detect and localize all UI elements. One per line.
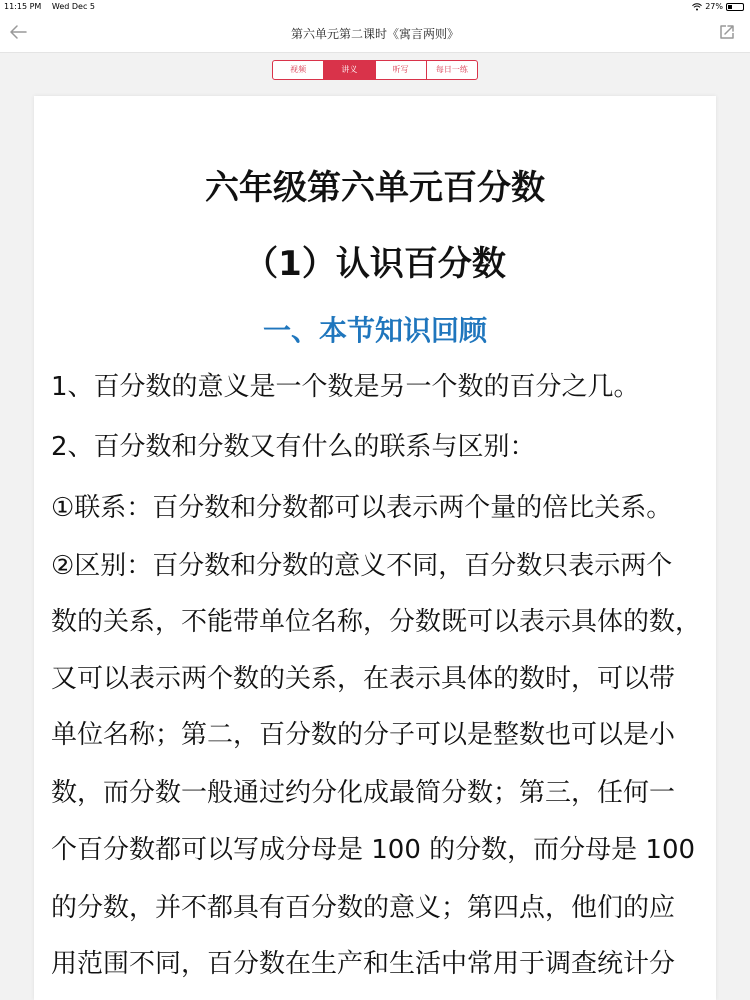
tab-video[interactable]: 视频: [273, 61, 324, 79]
status-time: 11:15 PM: [4, 2, 42, 11]
tab-dictation[interactable]: 听写: [376, 61, 427, 79]
status-date: Wed Dec 5: [51, 2, 95, 11]
tab-bar: [0, 52, 750, 91]
wifi-icon: [692, 3, 702, 11]
battery-icon: [726, 3, 744, 11]
document-line: 数，而分数一般通过约分化成最简分数；第三，任何一: [51, 778, 676, 808]
document-line: 个百分数都可以写成分母是 100 的分数，而分母是 100: [51, 835, 696, 865]
tab-daily-practice[interactable]: 每日一练: [435, 65, 468, 74]
document-line: 数的关系，不能带单位名称，分数既可以表示具体的数，: [51, 607, 702, 637]
document-title: 六年级第六单元百分数: [205, 168, 545, 208]
nav-bar: [0, 14, 750, 52]
document-line: 2、百分数和分数又有什么的联系与区别：: [51, 432, 536, 462]
status-right: [692, 2, 744, 11]
battery-fill: [728, 5, 732, 9]
section-heading: 一、本节知识回顾: [262, 314, 487, 347]
document-page[interactable]: [34, 96, 716, 1000]
battery-percent: 27%: [705, 2, 723, 11]
document-line: ①联系：百分数和分数都可以表示两个量的倍比关系。: [51, 493, 673, 523]
share-icon[interactable]: [718, 23, 736, 41]
document-subtitle: （1）认识百分数: [244, 244, 506, 284]
document-line: 的分数，并不都具有百分数的意义；第四点，他们的应: [51, 893, 676, 923]
document-line: 单位名称；第二，百分数的分子可以是整数也可以是小: [51, 720, 676, 750]
page-title: 第六单元第二课时《寓言两则》: [290, 27, 459, 41]
document-line: 用范围不同，百分数在生产和生活中常用于调查统计分: [51, 949, 676, 979]
tab-handout[interactable]: 讲义: [324, 61, 375, 79]
status-left: [4, 2, 103, 11]
segmented-tabs: [272, 60, 478, 80]
document-line: 又可以表示两个数的关系，在表示具体的数时，可以带: [51, 664, 676, 694]
document-line: 1、百分数的意义是一个数是另一个数的百分之几。: [51, 372, 640, 402]
document-line: ②区别：百分数和分数的意义不同，百分数只表示两个: [51, 551, 673, 581]
status-bar: [0, 0, 750, 14]
